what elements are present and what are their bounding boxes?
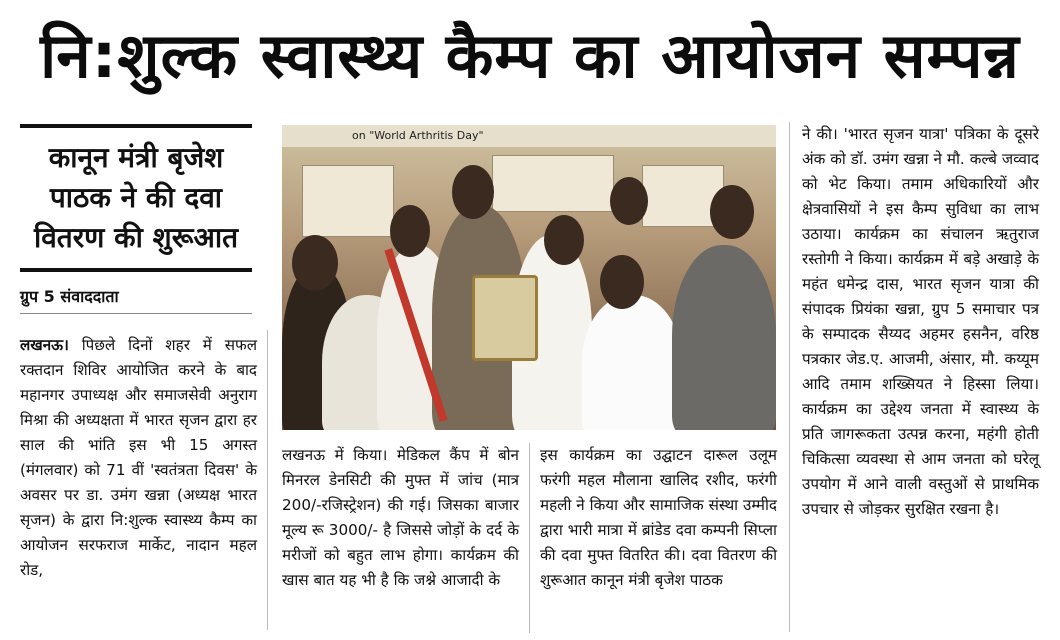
photo-banner: on "World Arthritis Day" xyxy=(282,125,776,147)
column-text: लखनऊ में किया। मेडिकल कैंप में बोन मिनरल डेनसिटी की मुफ्त में जांच (मात्र 200/-रजिस्ट्रेशन) की गई। जिसका बाजार मूल्य रू 3000/- है जिससे जोड़ों के दर्द के मरीजों को बहुत लाभ होगा। कार्यक्रम की खास बात यह भी है कि जश्ने आजादी के xyxy=(282,446,519,589)
article-column-3 xyxy=(540,443,777,593)
article-column-1 xyxy=(20,333,257,583)
person-head xyxy=(390,205,430,257)
subheadline: कानून मंत्री बृजेश पाठक ने की दवा वितरण की शुरूआत xyxy=(33,141,239,254)
wall-poster xyxy=(302,165,394,237)
column-text: ने की। 'भारत सृजन यात्रा' पत्रिका के दूसरे अंक को डॉ. उमंग खन्ना ने मौ. कल्बे जव्वाद को भेट किया। तमाम अधिकारियों और क्षेत्रवासियों ने इस कैम्प सुविधा का लाभ उठाया। कार्यक्रम का संचालन ऋतुराज रस्तोगी ने किया। कार्यक्रम में बड़े अखाड़े के महंत धमेन्द्र दास, भारत सृजन यात्रा की संपादक प्रियंका खन्ना, ग्रुप 5 समाचार पत्र के सम्पादक सैय्यद अहमर हसनैन, वरिष्ठ पत्रकार जेड.ए. आजमी, अंसार, मौ. कय्यूम आदि तमाम शख्सियत ने हिस्सा लिया। कार्यक्रम का उद्देश्य जनता में स्वास्थ्य के प्रति जागरूकता उत्पन्न करना, महंगी होती चिकित्सा व्यवस्था से आम जनता को घरेलू उपयोग में आने वाली वस्तुओं से प्राथमिक उपचार से जोड़कर सुरक्षित रखना है। xyxy=(802,125,1039,518)
dateline: लखनऊ। xyxy=(20,336,69,354)
article-column-2 xyxy=(282,443,519,593)
wall-poster xyxy=(492,155,614,212)
byline-divider xyxy=(20,313,252,314)
person-head xyxy=(544,215,584,265)
person-head xyxy=(610,177,648,225)
subheadline-box xyxy=(20,124,252,272)
person-figure xyxy=(582,295,682,430)
article-column-4 xyxy=(802,122,1039,522)
column-divider xyxy=(529,443,530,633)
person-head xyxy=(452,165,494,219)
byline: ग्रुप 5 संवाददाता xyxy=(20,287,119,306)
column-divider xyxy=(267,330,268,630)
headline: नि:शुल्क स्वास्थ्य कैम्प का आयोजन सम्पन्न xyxy=(40,19,1020,92)
column-divider xyxy=(789,122,790,632)
person-head xyxy=(600,255,644,309)
person-head xyxy=(710,185,754,239)
person-head xyxy=(292,235,338,291)
news-photo xyxy=(282,125,776,430)
column-text: पिछले दिनों शहर में सफल रक्तदान शिविर आयोजित करने के बाद महानगर उपाध्यक्ष और समाजसेवी अनुराग मिश्रा की अध्यक्षता में भारत सृजन द्वारा हर साल की भांति इस भी 15 अगस्त (मंगलवार) को 71 वीं 'स्वतंत्रता दिवस' के अवसर पर डा. उमंग खन्ना (अध्यक्ष भारत सृजन) के द्वारा नि:शुल्क स्वास्थ्य कैम्प का आयोजन सरफराज मार्केट, नादान महल रोड, xyxy=(20,336,257,579)
column-text: इस कार्यक्रम का उद्घाटन दारूल उलूम फरंगी महल मौलाना खालिद रशीद, फरंगी महली ने किया और सामाजिक संस्था उम्मीद द्वारा भारी मात्रा में ब्रांडेड दवा कम्पनी सिप्ला की दवा मुफ्त वितरित की। दवा वितरण की शुरूआत कानून मंत्री बृजेश पाठक xyxy=(540,446,777,589)
person-figure xyxy=(672,245,776,430)
presented-frame xyxy=(472,275,538,361)
